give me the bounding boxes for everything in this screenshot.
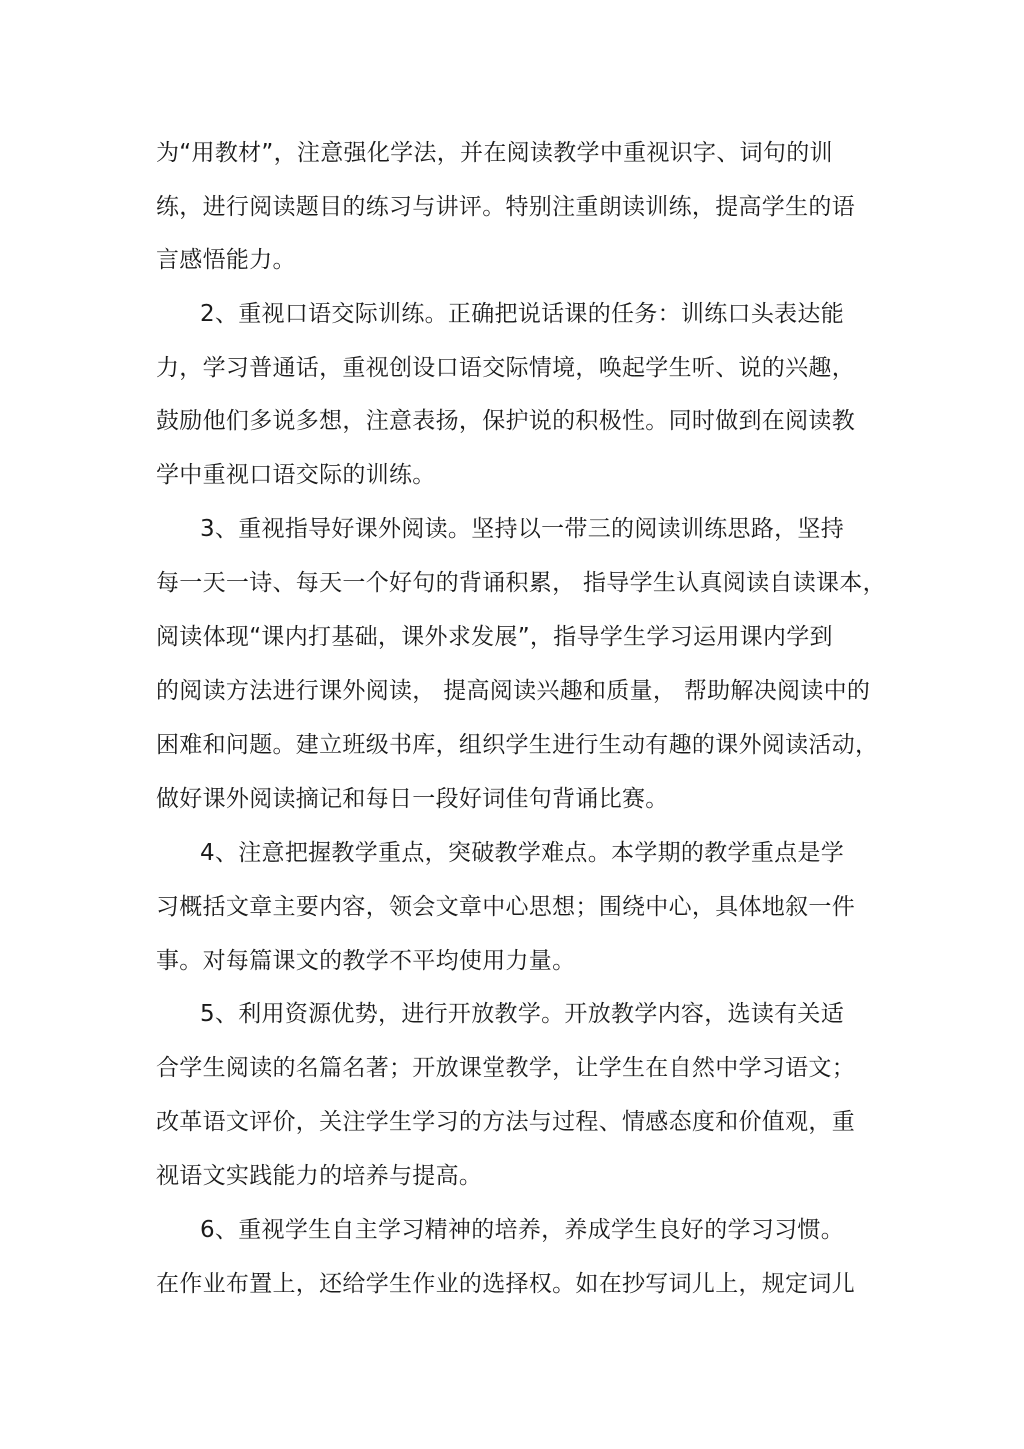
paragraph-4-first-line: 4、注意把握教学重点，突破教学难点。本学期的教学重点是学 bbox=[200, 840, 845, 866]
text-line: 每一天一诗、每天一个好句的背诵积累， 指导学生认真阅读自读课本， bbox=[156, 570, 886, 596]
text-line: 困难和问题。建立班级书库，组织学生进行生动有趣的课外阅读活动， bbox=[156, 732, 879, 758]
text-line: 练，进行阅读题目的练习与讲评。特别注重朗读训练，提高学生的语 bbox=[156, 194, 855, 220]
text-line: 视语文实践能力的培养与提高。 bbox=[156, 1163, 483, 1189]
paragraph-6-first-line: 6、重视学生自主学习精神的培养，养成学生良好的学习习惯。 bbox=[200, 1217, 845, 1243]
text-line: 阅读体现“课内打基础，课外求发展”，指导学生学习运用课内学到 bbox=[156, 624, 833, 650]
text-line: 言感悟能力。 bbox=[156, 247, 296, 273]
text-line: 事。对每篇课文的教学不平均使用力量。 bbox=[156, 948, 576, 974]
text-line: 习概括文章主要内容，领会文章中心思想；围绕中心，具体地叙一件 bbox=[156, 894, 855, 920]
text-line: 力，学习普通话，重视创设口语交际情境，唤起学生听、说的兴趣， bbox=[156, 355, 855, 381]
text-line: 学中重视口语交际的训练。 bbox=[156, 462, 436, 488]
text-line: 的阅读方法进行课外阅读， 提高阅读兴趣和质量， 帮助解决阅读中的 bbox=[156, 678, 871, 704]
text-line: 改革语文评价，关注学生学习的方法与过程、情感态度和价值观，重 bbox=[156, 1109, 855, 1135]
text-line: 鼓励他们多说多想，注意表扬，保护说的积极性。同时做到在阅读教 bbox=[156, 408, 855, 434]
paragraph-5-first-line: 5、利用资源优势，进行开放教学。开放教学内容，选读有关适 bbox=[200, 1001, 845, 1027]
text-line: 在作业布置上，还给学生作业的选择权。如在抄写词儿上，规定词儿 bbox=[156, 1271, 855, 1297]
paragraph-3-first-line: 3、重视指导好课外阅读。坚持以一带三的阅读训练思路，坚持 bbox=[200, 516, 845, 542]
text-line: 合学生阅读的名篇名著；开放课堂教学，让学生在自然中学习语文； bbox=[156, 1055, 855, 1081]
paragraph-2-first-line: 2、重视口语交际训练。正确把说话课的任务：训练口头表达能 bbox=[200, 301, 845, 327]
text-line: 为“用教材”，注意强化学法，并在阅读教学中重视识字、词句的训 bbox=[156, 140, 833, 166]
text-line: 做好课外阅读摘记和每日一段好词佳句背诵比赛。 bbox=[156, 786, 669, 812]
